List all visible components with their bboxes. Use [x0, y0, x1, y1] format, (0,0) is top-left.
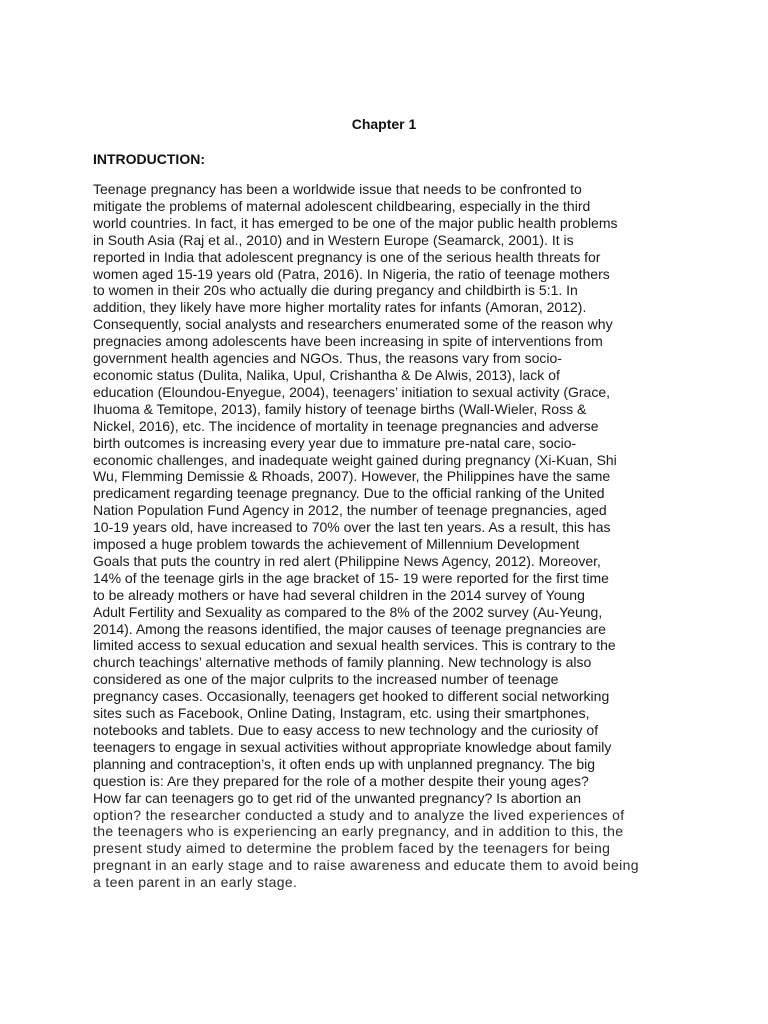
paragraph-line: Goals that puts the country in red alert (Philippine News Agency, 2012). Moreover, [93, 552, 601, 569]
paragraph-line: world countries. In fact, it has emerged to be one of the major public health problems [93, 214, 618, 231]
paragraph-line: 10-19 years old, have increased to 70% over the last ten years. As a result, this has [93, 519, 611, 536]
paragraph-line: to be already mothers or have had several children in the 2014 survey of Young [93, 586, 585, 603]
paragraph-line: education (Eloundou-Enyegue, 2004), teenagers’ initiation to sexual activity (Grace, [93, 383, 611, 400]
paragraph-line: Nickel, 2016), etc. The incidence of mortality in teenage pregnancies and adverse [93, 417, 599, 434]
paragraph-line: Nation Population Fund Agency in 2012, the number of teenage pregnancies, aged [93, 502, 607, 519]
paragraph-line: a teen parent in an early stage. [93, 874, 298, 891]
paragraph-line: to women in their 20s who actually die during pregancy and childbirth is 5:1. In [93, 282, 578, 299]
chapter-title: Chapter 1 [351, 116, 417, 132]
paragraph-line: economic challenges, and inadequate weight gained during pregnancy (Xi-Kuan, Shi [93, 451, 617, 468]
paragraph-line: Consequently, social analysts and researchers enumerated some of the reason why [93, 316, 613, 333]
paragraph-line: reported in India that adolescent pregnancy is one of the serious health threats for [93, 248, 601, 265]
paragraph-line: government health agencies and NGOs. Thus, the reasons vary from socio- [93, 350, 562, 367]
paragraph-line: sites such as Facebook, Online Dating, Instagram, etc. using their smartphones, [93, 705, 590, 722]
paragraph-line: mitigate the problems of maternal adolescent childbearing, especially in the third [93, 197, 591, 214]
paragraph-line: women aged 15-19 years old (Patra, 2016). In Nigeria, the ratio of teenage mothers [93, 265, 610, 282]
paragraph-line: in South Asia (Raj et al., 2010) and in Western Europe (Seamarck, 2001). It is [93, 231, 574, 248]
paragraph-line: 2014). Among the reasons identified, the major causes of teenage pregnancies are [93, 620, 606, 637]
paragraph-line: How far can teenagers go to get rid of the unwanted pregnancy? Is abortion an [93, 789, 581, 806]
paragraph-line: teenagers to engage in sexual activities without appropriate knowledge about family [93, 738, 612, 755]
paragraph-line: the teenagers who is experiencing an early pregnancy, and in addition to this, the [93, 823, 624, 840]
paragraph-line: economic status (Dulita, Nalika, Upul, Crishantha & De Alwis, 2013), lack of [93, 366, 560, 383]
paragraph-line: church teachings’ alternative methods of family planning. New technology is also [93, 654, 592, 671]
introduction-paragraph [93, 181, 673, 891]
paragraph-line: considered as one of the major culprits to the increased number of teenage [93, 671, 559, 688]
paragraph-line: Adult Fertility and Sexuality as compared to the 8% of the 2002 survey (Au-Yeung, [93, 603, 603, 620]
paragraph-line: planning and contraception’s, it often ends up with unplanned pregnancy. The big [93, 755, 596, 772]
paragraph-line: present study aimed to determine the problem faced by the teenagers for being [93, 840, 611, 857]
paragraph-line: pregnant in an early stage and to raise awareness and educate them to avoid being [93, 857, 639, 874]
paragraph-line: notebooks and tablets. Due to easy access to new technology and the curiosity of [93, 722, 599, 738]
paragraph-line: option? the researcher conducted a study and to analyze the lived experiences of [93, 806, 625, 823]
paragraph-line: imposed a huge problem towards the achievement of Millennium Development [93, 536, 580, 553]
paragraph-line: pregnancy cases. Occasionally, teenagers get hooked to different social networking [93, 688, 610, 705]
section-heading: INTRODUCTION: [93, 151, 205, 167]
paragraph-line: addition, they likely have more higher mortality rates for infants (Amoran, 2012). [93, 299, 587, 316]
paragraph-line: question is: Are they prepared for the role of a mother despite their young ages? [93, 772, 589, 789]
paragraph-line: predicament regarding teenage pregnancy. Due to the official ranking of the United [93, 485, 605, 502]
paragraph-line: Ihuoma & Temitope, 2013), family history of teenage births (Wall-Wieler, Ross & [93, 400, 587, 417]
paragraph-line: Wu, Flemming Demissie & Rhoads, 2007). However, the Philippines have the same [93, 468, 611, 485]
paragraph-line: pregnacies among adolescents have been increasing in spite of interventions from [93, 333, 603, 350]
paragraph-line: Teenage pregnancy has been a worldwide issue that needs to be confronted to [93, 181, 582, 197]
paragraph-line: limited access to sexual education and sexual health services. This is contrary to the [93, 637, 616, 654]
paragraph-line: 14% of the teenage girls in the age bracket of 15- 19 were reported for the first time [93, 569, 609, 586]
paragraph-line: birth outcomes is increasing every year due to immature pre-natal care, socio- [93, 434, 577, 451]
